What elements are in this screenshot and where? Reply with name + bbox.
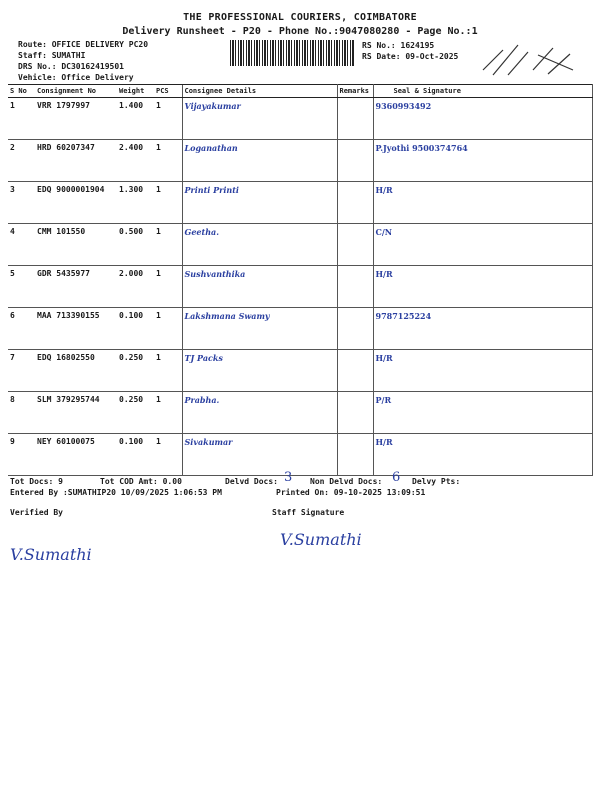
row-pcs: 1 <box>154 266 182 308</box>
row-remarks <box>337 308 373 350</box>
row-signature: C/N <box>373 224 592 266</box>
col-sno: S No <box>8 85 35 98</box>
row-weight: 0.500 <box>117 224 154 266</box>
row-consignee: Prabha. <box>182 392 337 434</box>
total-docs: Tot Docs: 9 <box>10 477 63 486</box>
row-weight: 0.100 <box>117 434 154 476</box>
row-remarks <box>337 392 373 434</box>
runsheet-table <box>8 84 593 476</box>
row-pcs: 1 <box>154 98 182 140</box>
row-consignee: Sushvanthika <box>182 266 337 308</box>
row-pcs: 1 <box>154 140 182 182</box>
col-weight: Weight <box>117 85 154 98</box>
row-signature: H/R <box>373 266 592 308</box>
row-remarks <box>337 224 373 266</box>
col-consignment: Consignment No <box>35 85 117 98</box>
row-signature: H/R <box>373 434 592 476</box>
row-pcs: 1 <box>154 350 182 392</box>
row-remarks <box>337 434 373 476</box>
delivered-docs-value: 3 <box>284 470 293 485</box>
row-pcs: 1 <box>154 308 182 350</box>
row-consignment-no: HRD 60207347 <box>35 140 117 182</box>
table-row <box>8 182 592 224</box>
row-pcs: 1 <box>154 392 182 434</box>
row-sno: 6 <box>8 308 35 350</box>
col-remarks: Remarks <box>337 85 373 98</box>
stamp-scribble <box>478 40 578 80</box>
row-consignee: TJ Packs <box>182 350 337 392</box>
table-row <box>8 140 592 182</box>
staff-signature-label: Staff Signature <box>272 508 345 517</box>
table-header <box>8 85 592 98</box>
col-consignee: Consignee Details <box>182 85 337 98</box>
non-delivered-docs-label: Non Delvd Docs: <box>310 477 383 486</box>
row-consignee: Geetha. <box>182 224 337 266</box>
rs-number: RS No.: 1624195 <box>362 41 435 50</box>
row-remarks <box>337 98 373 140</box>
row-signature: 9787125224 <box>373 308 592 350</box>
row-consignment-no: SLM 379295744 <box>35 392 117 434</box>
table-row <box>8 392 592 434</box>
row-consignee: Lakshmana Swamy <box>182 308 337 350</box>
delivery-points: Delvy Pts: <box>412 477 461 486</box>
row-weight: 2.000 <box>117 266 154 308</box>
row-signature: 9360993492 <box>373 98 592 140</box>
table-row <box>8 308 592 350</box>
row-consignment-no: MAA 713390155 <box>35 308 117 350</box>
row-pcs: 1 <box>154 434 182 476</box>
col-signature: Seal & Signature <box>373 85 592 98</box>
staff-signature: V.Sumathi <box>280 530 362 549</box>
row-consignee: Sivakumar <box>182 434 337 476</box>
row-sno: 2 <box>8 140 35 182</box>
row-weight: 0.100 <box>117 308 154 350</box>
row-remarks <box>337 350 373 392</box>
vehicle-label: Vehicle: Office Delivery <box>18 73 134 82</box>
route-label: Route: OFFICE DELIVERY PC20 <box>18 40 149 49</box>
row-weight: 0.250 <box>117 350 154 392</box>
row-sno: 5 <box>8 266 35 308</box>
row-weight: 1.300 <box>117 182 154 224</box>
row-remarks <box>337 182 373 224</box>
rs-date: RS Date: 09-Oct-2025 <box>362 52 459 61</box>
verified-signature: V.Sumathi <box>10 545 92 564</box>
table-row <box>8 224 592 266</box>
drs-number: DRS No.: DC30162419501 <box>18 62 124 71</box>
row-consignee: Printi Printi <box>182 182 337 224</box>
company-title: THE PROFESSIONAL COURIERS, COIMBATORE <box>183 12 417 23</box>
row-signature: P.Jyothi 9500374764 <box>373 140 592 182</box>
row-signature: H/R <box>373 350 592 392</box>
row-consignee: Loganathan <box>182 140 337 182</box>
non-delivered-docs-value: 6 <box>392 470 401 485</box>
row-sno: 8 <box>8 392 35 434</box>
delivered-docs-label: Delvd Docs: <box>225 477 278 486</box>
col-pcs: PCS <box>154 85 182 98</box>
barcode <box>230 40 355 66</box>
row-remarks <box>337 140 373 182</box>
row-signature: P/R <box>373 392 592 434</box>
row-sno: 9 <box>8 434 35 476</box>
row-remarks <box>337 266 373 308</box>
row-consignment-no: CMM 101550 <box>35 224 117 266</box>
row-consignment-no: GDR 5435977 <box>35 266 117 308</box>
printed-on: Printed On: 09-10-2025 13:09:51 <box>276 488 426 497</box>
row-consignment-no: VRR 1797997 <box>35 98 117 140</box>
row-sno: 4 <box>8 224 35 266</box>
row-consignee: Vijayakumar <box>182 98 337 140</box>
verified-by-label: Verified By <box>10 508 63 517</box>
row-consignment-no: EDQ 9000001904 <box>35 182 117 224</box>
total-cod-amount: Tot COD Amt: 0.00 <box>100 477 182 486</box>
entered-by: Entered By :SUMATHIP20 10/09/2025 1:06:53 PM <box>10 488 222 497</box>
row-sno: 7 <box>8 350 35 392</box>
row-weight: 2.400 <box>117 140 154 182</box>
staff-label: Staff: SUMATHI <box>18 51 86 60</box>
table-row <box>8 350 592 392</box>
table-row <box>8 98 592 140</box>
row-consignment-no: NEY 60100075 <box>35 434 117 476</box>
row-consignment-no: EDQ 16802550 <box>35 350 117 392</box>
row-signature: H/R <box>373 182 592 224</box>
runsheet-subtitle: Delivery Runsheet - P20 - Phone No.:9047080280 - Page No.:1 <box>122 26 478 37</box>
row-weight: 1.400 <box>117 98 154 140</box>
table-row <box>8 434 592 476</box>
row-pcs: 1 <box>154 224 182 266</box>
row-pcs: 1 <box>154 182 182 224</box>
table-row <box>8 266 592 308</box>
row-weight: 0.250 <box>117 392 154 434</box>
row-sno: 1 <box>8 98 35 140</box>
row-sno: 3 <box>8 182 35 224</box>
